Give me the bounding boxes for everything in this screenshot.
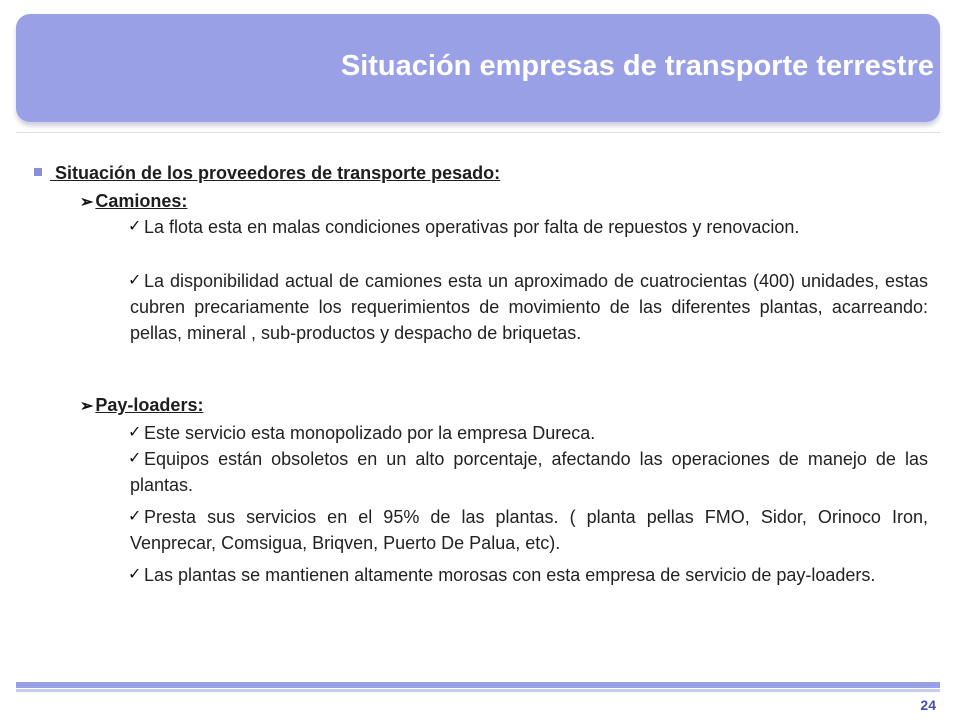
list-item (130, 562, 928, 588)
slide-title: Situación empresas de transporte terrestre (340, 50, 934, 82)
page-number: 24 (920, 697, 936, 713)
checkmark-icon: ✓ (128, 450, 142, 467)
checkmark-icon: ✓ (128, 566, 142, 583)
subsection-camiones (80, 188, 187, 216)
list-item (130, 268, 928, 346)
list-item (130, 504, 928, 556)
subsection-label: Pay-loaders: (95, 395, 204, 415)
list-item-text: Este servicio esta monopolizado por la empresa Dureca. (144, 423, 596, 443)
list-item-text: La disponibilidad actual de camiones esta un aproximado de cuatrocientas (400) unidades, estas cubren precariamente los requerimientos de movimiento de las diferentes plantas, acarreando: pellas, mineral , sub-productos y despacho de briquetas. (130, 271, 928, 343)
arrow-bullet-icon: ➢ (80, 194, 94, 211)
title-divider (16, 132, 940, 133)
list-item-text: La flota esta en malas condiciones operativas por falta de repuestos y renovacion. (144, 217, 800, 237)
list-item (130, 214, 928, 240)
checkmark-icon: ✓ (128, 218, 142, 235)
checkmark-icon: ✓ (128, 424, 142, 441)
subsection-pay-loaders (80, 392, 203, 420)
footer-bar-accent (16, 689, 940, 692)
list-item (130, 420, 928, 446)
footer-bar (16, 682, 940, 688)
list-item-text: Presta sus servicios en el 95% de las plantas. ( planta pellas FMO, Sidor, Orinoco Iron, Venprecar, Comsigua, Briqven, Puerto De Palua, etc). (130, 507, 928, 553)
square-bullet-icon (34, 168, 42, 176)
list-item-text: Las plantas se mantienen altamente morosas con esta empresa de servicio de pay-loaders. (144, 565, 876, 585)
section-heading (34, 160, 500, 186)
arrow-bullet-icon: ➢ (80, 398, 94, 415)
section-heading-text: Situación de los proveedores de transporte pesado: (50, 163, 501, 183)
subsection-label: Camiones: (95, 191, 188, 211)
list-item (130, 446, 928, 498)
checkmark-icon: ✓ (128, 508, 142, 525)
checkmark-icon: ✓ (128, 272, 142, 289)
list-item-text: Equipos están obsoletos en un alto porcentaje, afectando las operaciones de manejo de las plantas. (130, 449, 928, 495)
